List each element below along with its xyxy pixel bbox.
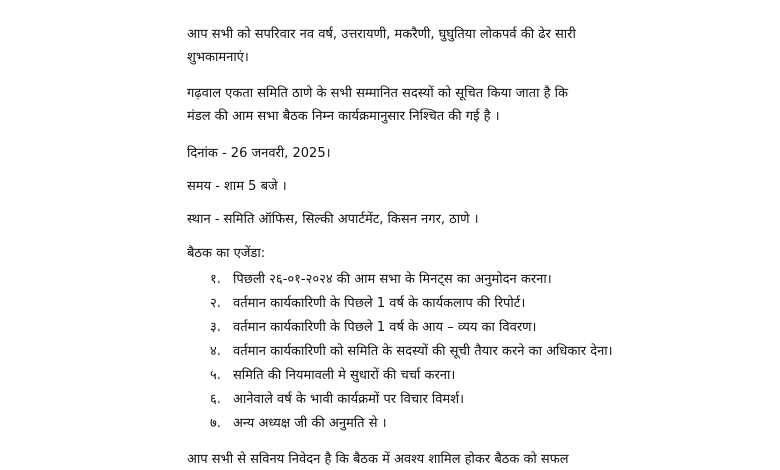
agenda-item-number: ७. — [210, 416, 221, 431]
meeting-date: दिनांक - 26 जनवरी, 2025। — [187, 146, 331, 161]
closing-line-1: आप सभी से सविनय निवेदन है कि बैठक में अवश्य शामिल होकर बैठक को सफल — [187, 452, 569, 467]
agenda-item-number: ४. — [210, 344, 221, 359]
agenda-item-number: ६. — [210, 392, 221, 407]
agenda-item-number: १. — [210, 272, 221, 287]
agenda-item-text: वर्तमान कार्यकारिणी के पिछले 1 वर्ष के आय – व्यय का विवरण। — [233, 320, 537, 335]
notice-line-2: मंडल की आम सभा बैठक निम्न कार्यक्रमानुसार निश्चित की गई है । — [187, 109, 500, 124]
greeting-line-2: शुभकामनाएं। — [187, 50, 249, 65]
agenda-item-number: ५. — [210, 368, 221, 383]
agenda-heading: बैठक का एजेंडा: — [187, 246, 266, 261]
agenda-item-number: २. — [210, 296, 221, 311]
meeting-place: स्थान - समिति ऑफिस, सिल्की अपार्टमेंट, किसन नगर, ठाणे । — [187, 212, 479, 227]
agenda-item-text: वर्तमान कार्यकारिणी को समिति के सदस्यों की सूची तैयार करने का अधिकार देना। — [233, 344, 613, 359]
agenda-item-text: आनेवाले वर्ष के भावी कार्यक्रमों पर विचार विमर्श। — [233, 392, 465, 407]
agenda-item-number: ३. — [210, 320, 221, 335]
agenda-item-text: पिछली २६-०१-२०२४ की आम सभा के मिनट्स का अनुमोदन करना। — [233, 272, 552, 287]
agenda-item-text: वर्तमान कार्यकारिणी के पिछले 1 वर्ष के कार्यकलाप की रिपोर्ट। — [233, 296, 526, 311]
agenda-item-text: समिति की नियमावली मे सुधारों की चर्चा करना। — [233, 368, 456, 383]
notice-line-1: गढ़वाल एकता समिति ठाणे के सभी सम्मानित सदस्यों को सूचित किया जाता है कि — [187, 86, 568, 101]
agenda-item-text: अन्य अध्यक्ष जी की अनुमति से । — [233, 416, 387, 431]
meeting-time: समय - शाम 5 बजे । — [187, 179, 287, 194]
greeting-line-1: आप सभी को सपरिवार नव वर्ष, उत्तरायणी, मकरैणी, घुघुतिया लोकपर्व की ढेर सारी — [187, 27, 576, 42]
